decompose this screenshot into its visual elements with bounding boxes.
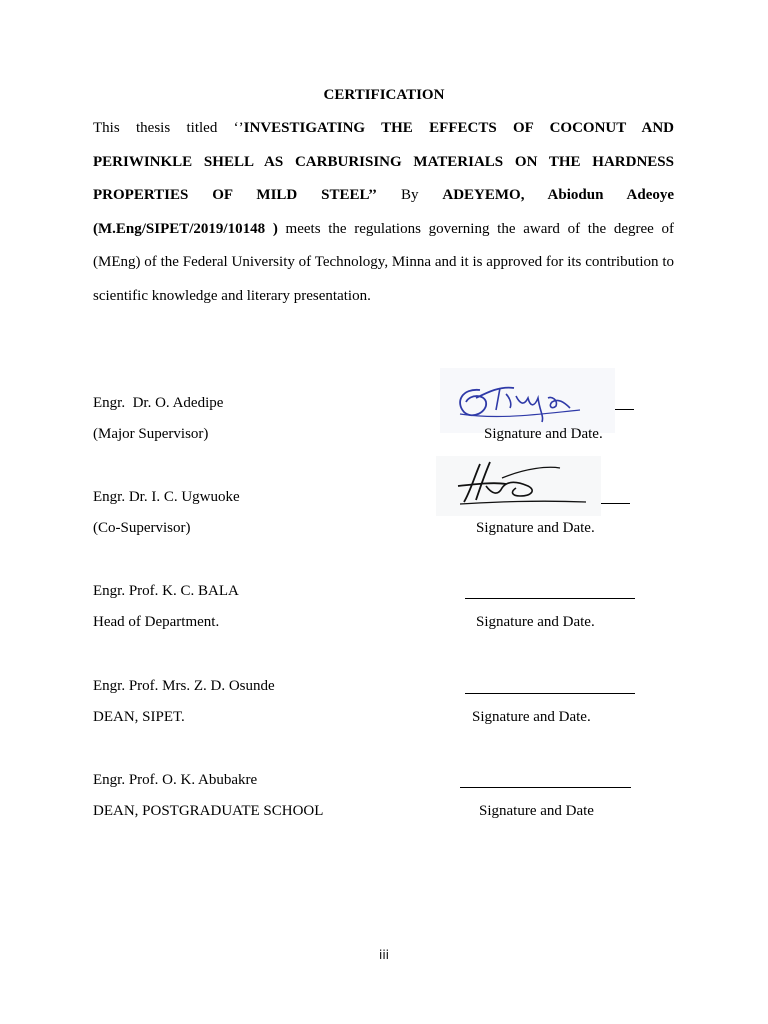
signatory-5-name: Engr. Prof. O. K. Abubakre — [93, 772, 258, 788]
signature-1-image — [440, 368, 615, 433]
signature-label-3: Signature and Date. — [476, 614, 595, 630]
signature-label-5: Signature and Date — [479, 803, 594, 819]
paragraph-rest: meets the regulations governing the award of the degree of (MEng) of the Federal University of Technology, Minna and it is approved for its contribution to scientific knowledge and literary presentation. — [93, 220, 674, 304]
signature-line-5 — [460, 787, 631, 788]
signature-2-image — [436, 456, 601, 516]
signature-label-1: Signature and Date. — [484, 426, 603, 442]
signatory-2-role: (Co-Supervisor) — [93, 520, 191, 536]
page-number: iii — [378, 948, 389, 962]
signature-line-3 — [465, 598, 635, 599]
signatory-2-name: Engr. Dr. I. C. Ugwuoke — [93, 489, 240, 505]
author-name: ADEYEMO, Abiodun Adeoye (M.Eng/SIPET/2019/10148 ) — [93, 187, 675, 237]
signatory-4-name: Engr. Prof. Mrs. Z. D. Osunde — [93, 678, 275, 694]
signature-label-4: Signature and Date. — [472, 709, 591, 725]
signatory-1-role: (Major Supervisor) — [93, 426, 209, 442]
signature-line-4 — [465, 693, 635, 694]
signatory-3-role: Head of Department. — [93, 614, 220, 630]
signatory-5-role: DEAN, POSTGRADUATE SCHOOL — [93, 803, 324, 819]
certification-title: CERTIFICATION — [323, 87, 445, 103]
signatory-3-name: Engr. Prof. K. C. BALA — [93, 583, 239, 599]
paragraph-intro: This thesis titled ‘’ — [93, 120, 244, 136]
signature-label-2: Signature and Date. — [476, 520, 595, 536]
thesis-title: INVESTIGATING THE EFFECTS OF COCONUT AND PERIWINKLE SHELL AS CARBURISING MATERIALS ON THE HARDNESS PROPERTIES OF MILD STEEL’’ — [93, 120, 675, 204]
signatory-1-name: Engr. Dr. O. Adedipe — [93, 395, 224, 411]
certification-paragraph — [93, 112, 674, 314]
paragraph-by: By — [377, 187, 443, 204]
signatory-4-role: DEAN, SIPET. — [93, 709, 185, 725]
